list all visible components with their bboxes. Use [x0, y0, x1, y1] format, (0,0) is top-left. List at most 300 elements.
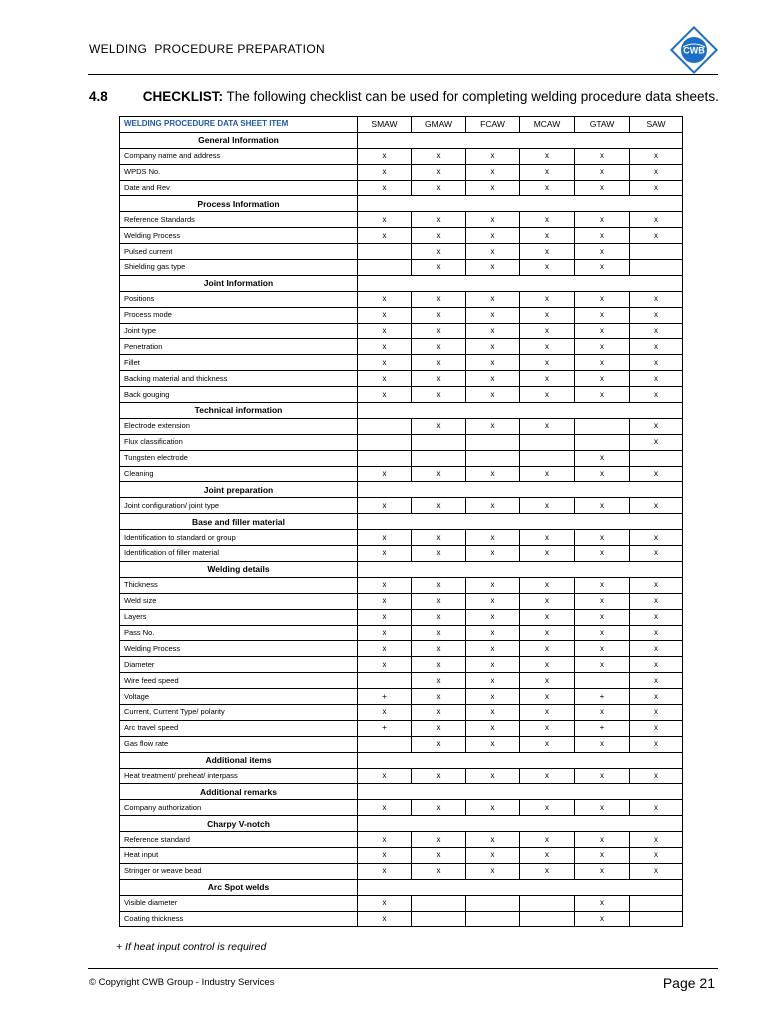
mark-cell: x	[358, 800, 412, 816]
mark-cell: x	[630, 832, 683, 848]
mark-cell: x	[520, 323, 575, 339]
mark-cell: x	[412, 720, 466, 736]
table-row	[120, 800, 683, 816]
column-header: GMAW	[412, 117, 466, 133]
mark-cell: x	[412, 832, 466, 848]
mark-cell: x	[630, 355, 683, 371]
table-row	[120, 450, 683, 466]
mark-cell: x	[466, 355, 520, 371]
item-label: Backing material and thickness	[120, 371, 358, 387]
mark-cell: x	[520, 704, 575, 720]
mark-cell: x	[412, 577, 466, 593]
mark-cell: x	[575, 355, 630, 371]
table-row	[120, 530, 683, 546]
group-row	[120, 879, 683, 895]
item-label: Date and Rev	[120, 180, 358, 196]
mark-cell: x	[520, 577, 575, 593]
mark-cell: x	[358, 228, 412, 244]
mark-cell	[358, 450, 412, 466]
item-label: Cleaning	[120, 466, 358, 482]
mark-cell	[520, 434, 575, 450]
mark-cell: x	[412, 418, 466, 434]
mark-cell: x	[520, 498, 575, 514]
mark-cell: x	[466, 863, 520, 879]
mark-cell: x	[520, 625, 575, 641]
mark-cell	[412, 434, 466, 450]
group-blank-cell	[358, 275, 683, 291]
mark-cell: x	[575, 546, 630, 562]
mark-cell: x	[466, 339, 520, 355]
mark-cell: x	[630, 800, 683, 816]
mark-cell: x	[466, 466, 520, 482]
item-label: Pass No.	[120, 625, 358, 641]
mark-cell: x	[630, 609, 683, 625]
mark-cell: x	[575, 530, 630, 546]
mark-cell: x	[466, 418, 520, 434]
group-row	[120, 196, 683, 212]
mark-cell: x	[358, 371, 412, 387]
header-divider	[88, 74, 718, 75]
mark-cell: x	[630, 228, 683, 244]
mark-cell: x	[630, 148, 683, 164]
mark-cell: x	[412, 689, 466, 705]
mark-cell: x	[520, 339, 575, 355]
mark-cell: x	[358, 911, 412, 927]
column-header: SMAW	[358, 117, 412, 133]
group-blank-cell	[358, 196, 683, 212]
item-label: Welding Process	[120, 228, 358, 244]
mark-cell: x	[575, 847, 630, 863]
table-row	[120, 148, 683, 164]
mark-cell: x	[466, 498, 520, 514]
table-row	[120, 847, 683, 863]
mark-cell: x	[630, 736, 683, 752]
mark-cell: x	[630, 307, 683, 323]
group-row	[120, 514, 683, 530]
item-label: Shielding gas type	[120, 260, 358, 276]
mark-cell: x	[358, 355, 412, 371]
mark-cell	[520, 450, 575, 466]
mark-cell: x	[630, 387, 683, 403]
table-row	[120, 704, 683, 720]
mark-cell: x	[412, 164, 466, 180]
item-label: Fillet	[120, 355, 358, 371]
header-title: WELDING PROCEDURE PREPARATION	[89, 42, 325, 56]
mark-cell: x	[520, 689, 575, 705]
section-number: 4.8	[89, 89, 108, 104]
item-label: Process mode	[120, 307, 358, 323]
group-row	[120, 561, 683, 577]
mark-cell: x	[575, 228, 630, 244]
mark-cell: x	[575, 466, 630, 482]
table-row	[120, 593, 683, 609]
table-row	[120, 418, 683, 434]
item-label: Heat treatment/ preheat/ interpass	[120, 768, 358, 784]
mark-cell: x	[520, 307, 575, 323]
mark-cell: x	[575, 291, 630, 307]
mark-cell: x	[575, 609, 630, 625]
section-heading	[89, 89, 719, 104]
table-row	[120, 895, 683, 911]
table-row	[120, 307, 683, 323]
mark-cell	[358, 736, 412, 752]
logo-text: CWB	[683, 45, 705, 56]
item-label: Visible diameter	[120, 895, 358, 911]
mark-cell: x	[358, 387, 412, 403]
mark-cell: x	[520, 768, 575, 784]
mark-cell: x	[575, 244, 630, 260]
group-title: General Information	[120, 132, 358, 148]
mark-cell: x	[630, 498, 683, 514]
page-number: Page 21	[662, 975, 715, 991]
mark-cell: x	[358, 180, 412, 196]
item-label: Reference standard	[120, 832, 358, 848]
mark-cell: x	[412, 657, 466, 673]
mark-cell: x	[575, 164, 630, 180]
item-label: Company authorization	[120, 800, 358, 816]
table-row	[120, 466, 683, 482]
mark-cell: x	[520, 466, 575, 482]
mark-cell: x	[630, 530, 683, 546]
mark-cell: x	[520, 546, 575, 562]
mark-cell: x	[575, 704, 630, 720]
column-header: MCAW	[520, 117, 575, 133]
mark-cell	[630, 895, 683, 911]
mark-cell: x	[412, 466, 466, 482]
group-title: Welding details	[120, 561, 358, 577]
column-header: SAW	[630, 117, 683, 133]
mark-cell: x	[466, 164, 520, 180]
mark-cell: x	[358, 704, 412, 720]
group-title: Joint Information	[120, 275, 358, 291]
item-label: Gas flow rate	[120, 736, 358, 752]
table-row	[120, 720, 683, 736]
mark-cell: x	[520, 164, 575, 180]
mark-cell: x	[575, 148, 630, 164]
mark-cell: x	[466, 768, 520, 784]
copyright-text: © Copyright CWB Group - Industry Services	[89, 977, 275, 988]
item-label: Current, Current Type/ polarity	[120, 704, 358, 720]
mark-cell: x	[630, 180, 683, 196]
group-blank-cell	[358, 816, 683, 832]
mark-cell: x	[630, 720, 683, 736]
footnote: + If heat input control is required	[116, 941, 267, 953]
mark-cell: x	[466, 228, 520, 244]
mark-cell: x	[520, 832, 575, 848]
table-row	[120, 657, 683, 673]
mark-cell: x	[412, 291, 466, 307]
mark-cell: x	[520, 847, 575, 863]
mark-cell: x	[466, 387, 520, 403]
mark-cell: x	[575, 832, 630, 848]
mark-cell: x	[466, 593, 520, 609]
table-row	[120, 228, 683, 244]
column-header: WELDING PROCEDURE DATA SHEET ITEM	[120, 117, 358, 133]
mark-cell: x	[575, 180, 630, 196]
mark-cell: x	[466, 657, 520, 673]
mark-cell: x	[630, 418, 683, 434]
item-label: Identification of filler material	[120, 546, 358, 562]
mark-cell	[358, 244, 412, 260]
group-title: Additional remarks	[120, 784, 358, 800]
mark-cell: x	[466, 847, 520, 863]
mark-cell: x	[358, 498, 412, 514]
column-header: GTAW	[575, 117, 630, 133]
mark-cell	[575, 418, 630, 434]
table-row	[120, 244, 683, 260]
item-label: Joint type	[120, 323, 358, 339]
mark-cell	[630, 911, 683, 927]
mark-cell: x	[575, 323, 630, 339]
mark-cell: x	[520, 291, 575, 307]
mark-cell: x	[412, 498, 466, 514]
group-row	[120, 132, 683, 148]
mark-cell: x	[466, 530, 520, 546]
mark-cell: x	[466, 307, 520, 323]
item-label: Electrode extension	[120, 418, 358, 434]
mark-cell: x	[412, 609, 466, 625]
mark-cell: x	[412, 593, 466, 609]
mark-cell: x	[466, 212, 520, 228]
mark-cell: x	[412, 387, 466, 403]
mark-cell: x	[575, 450, 630, 466]
mark-cell: x	[358, 323, 412, 339]
table-row	[120, 736, 683, 752]
mark-cell: x	[358, 847, 412, 863]
group-blank-cell	[358, 784, 683, 800]
mark-cell: x	[412, 355, 466, 371]
mark-cell: +	[575, 689, 630, 705]
mark-cell: x	[466, 609, 520, 625]
mark-cell: x	[575, 498, 630, 514]
table-row	[120, 609, 683, 625]
item-label: Welding Process	[120, 641, 358, 657]
mark-cell: x	[630, 863, 683, 879]
mark-cell: x	[575, 577, 630, 593]
item-label: Thickness	[120, 577, 358, 593]
mark-cell: x	[358, 863, 412, 879]
group-blank-cell	[358, 879, 683, 895]
item-label: Back gouging	[120, 387, 358, 403]
group-blank-cell	[358, 132, 683, 148]
mark-cell: x	[358, 148, 412, 164]
mark-cell: x	[358, 657, 412, 673]
mark-cell: x	[630, 689, 683, 705]
mark-cell: x	[575, 625, 630, 641]
group-row	[120, 275, 683, 291]
mark-cell: x	[358, 768, 412, 784]
mark-cell: x	[575, 657, 630, 673]
group-row	[120, 482, 683, 498]
mark-cell: x	[358, 546, 412, 562]
item-label: Coating thickness	[120, 911, 358, 927]
mark-cell: x	[412, 800, 466, 816]
group-title: Process Information	[120, 196, 358, 212]
table-row	[120, 863, 683, 879]
group-title: Base and filler material	[120, 514, 358, 530]
group-title: Arc Spot welds	[120, 879, 358, 895]
mark-cell: x	[520, 641, 575, 657]
mark-cell: x	[520, 228, 575, 244]
mark-cell: x	[358, 530, 412, 546]
table-row	[120, 291, 683, 307]
mark-cell: x	[466, 832, 520, 848]
table-row	[120, 355, 683, 371]
mark-cell: x	[520, 530, 575, 546]
group-blank-cell	[358, 752, 683, 768]
mark-cell: x	[358, 466, 412, 482]
mark-cell: x	[358, 832, 412, 848]
table-row	[120, 673, 683, 689]
mark-cell: x	[412, 704, 466, 720]
item-label: Arc travel speed	[120, 720, 358, 736]
mark-cell: x	[466, 800, 520, 816]
mark-cell: x	[520, 593, 575, 609]
mark-cell: x	[575, 911, 630, 927]
mark-cell: x	[412, 847, 466, 863]
mark-cell: x	[466, 323, 520, 339]
mark-cell: x	[520, 609, 575, 625]
mark-cell: x	[412, 148, 466, 164]
mark-cell: x	[466, 244, 520, 260]
mark-cell: x	[575, 212, 630, 228]
group-title: Charpy V-notch	[120, 816, 358, 832]
mark-cell	[630, 450, 683, 466]
mark-cell: x	[466, 720, 520, 736]
mark-cell: x	[630, 847, 683, 863]
mark-cell: x	[630, 339, 683, 355]
mark-cell: x	[520, 673, 575, 689]
item-label: Wire feed speed	[120, 673, 358, 689]
group-title: Additional items	[120, 752, 358, 768]
mark-cell: x	[520, 180, 575, 196]
item-label: Weld size	[120, 593, 358, 609]
mark-cell: x	[412, 180, 466, 196]
table-row	[120, 498, 683, 514]
group-row	[120, 403, 683, 419]
mark-cell: x	[630, 641, 683, 657]
mark-cell: x	[412, 530, 466, 546]
mark-cell: x	[520, 863, 575, 879]
table-row	[120, 434, 683, 450]
mark-cell: x	[466, 641, 520, 657]
mark-cell: x	[412, 260, 466, 276]
mark-cell: x	[575, 307, 630, 323]
mark-cell: x	[412, 323, 466, 339]
mark-cell: x	[520, 736, 575, 752]
mark-cell: x	[358, 609, 412, 625]
mark-cell: x	[630, 291, 683, 307]
mark-cell: x	[466, 704, 520, 720]
table-row	[120, 546, 683, 562]
mark-cell: x	[466, 260, 520, 276]
mark-cell	[630, 260, 683, 276]
mark-cell: +	[575, 720, 630, 736]
mark-cell: x	[630, 673, 683, 689]
mark-cell: x	[520, 387, 575, 403]
mark-cell: x	[520, 260, 575, 276]
mark-cell: x	[466, 625, 520, 641]
table-row	[120, 180, 683, 196]
mark-cell: x	[520, 800, 575, 816]
mark-cell: x	[358, 339, 412, 355]
mark-cell: x	[358, 212, 412, 228]
mark-cell: x	[412, 546, 466, 562]
item-label: Reference Standards	[120, 212, 358, 228]
group-title: Technical information	[120, 403, 358, 419]
mark-cell: x	[575, 863, 630, 879]
item-label: Heat input	[120, 847, 358, 863]
table-row	[120, 371, 683, 387]
mark-cell	[358, 418, 412, 434]
item-label: Penetration	[120, 339, 358, 355]
mark-cell	[412, 450, 466, 466]
mark-cell: x	[412, 641, 466, 657]
mark-cell	[358, 260, 412, 276]
mark-cell: x	[630, 212, 683, 228]
mark-cell: x	[412, 863, 466, 879]
mark-cell: x	[630, 577, 683, 593]
table-row	[120, 577, 683, 593]
mark-cell: x	[520, 212, 575, 228]
mark-cell: x	[358, 895, 412, 911]
item-label: Positions	[120, 291, 358, 307]
mark-cell: x	[630, 466, 683, 482]
mark-cell: x	[630, 371, 683, 387]
mark-cell: x	[358, 164, 412, 180]
item-label: Joint configuration/ joint type	[120, 498, 358, 514]
mark-cell	[466, 450, 520, 466]
table-row	[120, 911, 683, 927]
table-row	[120, 832, 683, 848]
mark-cell	[358, 434, 412, 450]
mark-cell: x	[575, 800, 630, 816]
cwb-logo	[669, 25, 719, 75]
item-label: Layers	[120, 609, 358, 625]
checklist-table	[119, 116, 683, 927]
mark-cell: x	[358, 593, 412, 609]
mark-cell	[466, 434, 520, 450]
mark-cell: x	[630, 323, 683, 339]
mark-cell: x	[575, 593, 630, 609]
item-label: Pulsed current	[120, 244, 358, 260]
mark-cell: x	[466, 673, 520, 689]
mark-cell: x	[575, 768, 630, 784]
mark-cell: x	[358, 291, 412, 307]
mark-cell: +	[358, 720, 412, 736]
mark-cell	[630, 244, 683, 260]
mark-cell: x	[630, 434, 683, 450]
mark-cell: x	[412, 736, 466, 752]
mark-cell: x	[630, 593, 683, 609]
mark-cell: x	[412, 673, 466, 689]
mark-cell	[412, 911, 466, 927]
mark-cell: x	[412, 768, 466, 784]
mark-cell: x	[466, 736, 520, 752]
item-label: Diameter	[120, 657, 358, 673]
mark-cell: x	[520, 244, 575, 260]
mark-cell: x	[630, 768, 683, 784]
mark-cell: +	[358, 689, 412, 705]
mark-cell	[466, 911, 520, 927]
mark-cell: x	[630, 704, 683, 720]
mark-cell: x	[520, 371, 575, 387]
mark-cell	[575, 434, 630, 450]
item-label: Company name and address	[120, 148, 358, 164]
table-row	[120, 164, 683, 180]
mark-cell: x	[466, 689, 520, 705]
table-row	[120, 323, 683, 339]
